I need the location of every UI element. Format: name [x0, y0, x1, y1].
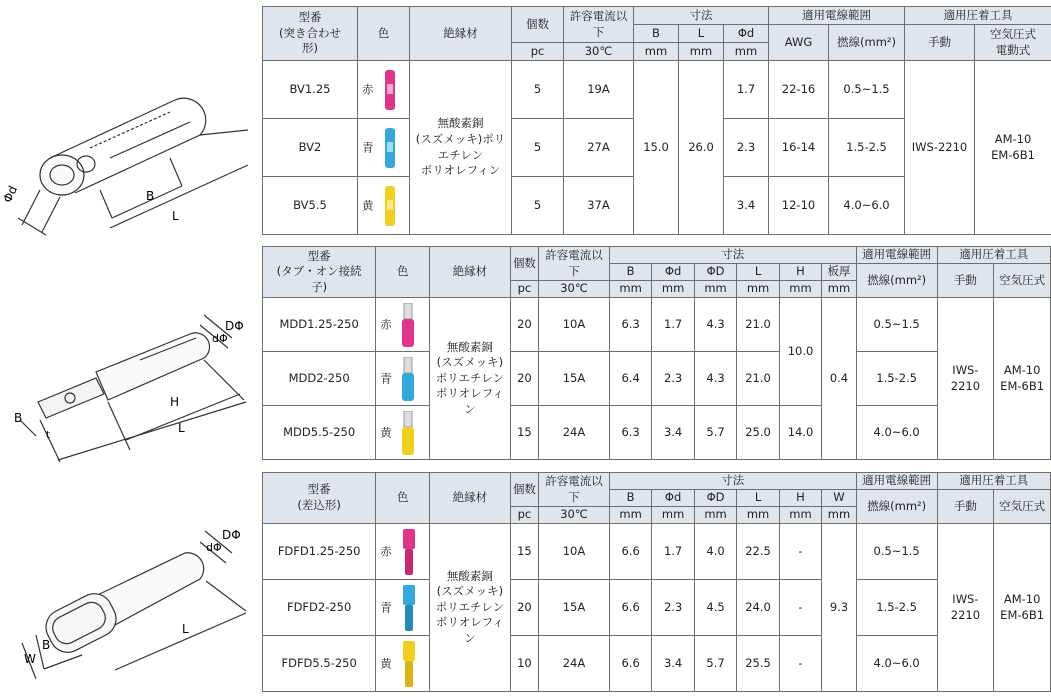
phid-cell: 3.4: [652, 406, 694, 460]
manual-header: 手動: [937, 490, 994, 524]
mm-unit: mm: [634, 43, 679, 61]
current-cell: 24A: [539, 406, 610, 460]
pneumatic-tool-cell: AM-10 EM-6B1: [994, 524, 1051, 692]
tab-on-diagram: [0, 290, 258, 490]
strand-cell: 1.5-2.5: [829, 119, 905, 177]
table-row: [263, 61, 1051, 119]
l-label-2: L: [178, 421, 185, 435]
strand-header: 撚線(mm²): [856, 264, 937, 298]
butt-splice-diagram: [0, 40, 258, 240]
model-cell: BV1.25: [263, 61, 358, 119]
table-row: [263, 636, 1051, 692]
strand-cell: 0.5~1.5: [829, 61, 905, 119]
l-label-3: L: [182, 622, 189, 636]
color-cell: [376, 352, 430, 406]
h-cell: -: [779, 636, 821, 692]
mm-unit: mm: [737, 507, 779, 524]
blue-terminal-icon: [402, 585, 416, 631]
wire-range-header: 適用電線範囲: [856, 247, 937, 264]
h-cell: 10.0: [779, 298, 821, 406]
blue-terminal-icon: [384, 128, 396, 168]
qty-cell: 15: [510, 406, 538, 460]
current-header: 許容電流以下: [539, 473, 610, 507]
mm-unit: mm: [694, 281, 736, 298]
model-cell: BV2: [263, 119, 358, 177]
table-row: [263, 406, 1051, 460]
h-label: H: [170, 395, 180, 409]
strand-cell: 4.0~6.0: [856, 406, 937, 460]
b-cell: 6.3: [609, 298, 651, 352]
manual-tool-cell: IWS- 2210: [937, 298, 994, 460]
tool-header: 適用圧着工具: [937, 247, 1050, 264]
temp-unit: 30℃: [539, 281, 610, 298]
red-terminal-icon: [402, 303, 414, 347]
yellow-terminal-icon: [402, 641, 416, 687]
model-header: 型番 (差込形): [263, 473, 376, 524]
strand-cell: 0.5~1.5: [856, 524, 937, 580]
mm-unit: mm: [679, 43, 724, 61]
pneumatic-tool-cell: AM-10 EM-6B1: [994, 298, 1051, 460]
strand-cell: 4.0~6.0: [829, 177, 905, 235]
b-cell: 6.3: [609, 406, 651, 460]
model-cell: FDFD2-250: [263, 580, 376, 636]
phiD-cell: 4.0: [694, 524, 736, 580]
butt-splice-spec-table: [262, 6, 1051, 235]
qty-cell: 15: [510, 524, 538, 580]
table-row: [263, 580, 1051, 636]
phid-cell: 1.7: [652, 524, 694, 580]
temp-unit: 30℃: [564, 43, 634, 61]
color-name: 青: [362, 140, 374, 154]
strand-cell: 0.5~1.5: [856, 298, 937, 352]
awg-cell: 22-16: [769, 61, 829, 119]
model-header: 型番 (タブ・オン接続 子): [263, 247, 376, 298]
qty-cell: 20: [510, 352, 538, 406]
wire-range-header: 適用電線範囲: [856, 473, 937, 490]
color-name: 赤: [380, 544, 392, 558]
h-cell: -: [779, 580, 821, 636]
color-cell: [376, 580, 430, 636]
dims-header: 寸法: [634, 7, 769, 25]
manual-header: 手動: [937, 264, 994, 298]
strand-cell: 1.5-2.5: [856, 580, 937, 636]
phid-header: Φd: [724, 25, 769, 43]
b-cell: 15.0: [634, 61, 679, 235]
strand-cell: 4.0~6.0: [856, 636, 937, 692]
l-cell: 25.0: [737, 406, 779, 460]
mm-unit: mm: [822, 507, 856, 524]
b-header: B: [609, 264, 651, 281]
color-header: 色: [376, 247, 430, 298]
dims-header: 寸法: [609, 473, 856, 490]
l-cell: 26.0: [679, 61, 724, 235]
qty-cell: 10: [510, 636, 538, 692]
phid-header: Φd: [652, 490, 694, 507]
color-cell: [376, 524, 430, 580]
l-header: L: [737, 490, 779, 507]
strand-header: 撚線(mm²): [829, 25, 905, 61]
yellow-terminal-icon: [402, 411, 414, 455]
mm-unit: mm: [652, 281, 694, 298]
tab-on-spec-table: [262, 246, 1051, 460]
current-header: 許容電流以下: [564, 7, 634, 43]
color-cell: [376, 298, 430, 352]
model-cell: MDD2-250: [263, 352, 376, 406]
mm-unit: mm: [779, 507, 821, 524]
pc-unit: pc: [512, 43, 564, 61]
w-label: W: [24, 652, 36, 666]
insulation-cell: 無酸素銅 (スズメッキ)ポリエチレン ポリオレフィン: [410, 61, 512, 235]
b-header: B: [609, 490, 651, 507]
color-cell: [376, 406, 430, 460]
pc-unit: pc: [510, 281, 538, 298]
phid-header: Φd: [652, 264, 694, 281]
phid-label-3: dΦ: [206, 541, 222, 554]
color-name: 赤: [362, 82, 374, 96]
phiD-header: ΦD: [694, 264, 736, 281]
phiD-cell: 4.5: [694, 580, 736, 636]
receptacle-spec-table: [262, 472, 1051, 692]
mm-unit: mm: [724, 43, 769, 61]
phid-cell: 2.3: [652, 580, 694, 636]
phiD-label: DΦ: [225, 319, 244, 333]
pneumatic-header: 空気圧式: [994, 490, 1051, 524]
color-name: 黄: [380, 425, 392, 439]
plate-cell: 0.4: [822, 298, 856, 460]
qty-cell: 5: [512, 177, 564, 235]
model-header: 型番 (突き合わせ 形): [263, 7, 358, 61]
red-terminal-icon: [384, 70, 396, 110]
phiD-label-3: DΦ: [222, 528, 241, 542]
mm-unit: mm: [609, 281, 651, 298]
pneumatic-tool-cell: AM-10 EM-6B1: [975, 61, 1051, 235]
color-name: 青: [380, 600, 392, 614]
model-cell: FDFD1.25-250: [263, 524, 376, 580]
wire-range-header: 適用電線範囲: [769, 7, 905, 25]
insulation-cell: 無酸素銅 (スズメッキ)ポリエチレン ポリオレフィン: [429, 298, 510, 460]
manual-tool-cell: IWS-2210: [905, 61, 975, 235]
insulation-header: 絶縁材: [429, 247, 510, 298]
manual-header: 手動: [905, 25, 975, 61]
insulation-header: 絶縁材: [429, 473, 510, 524]
b-label-3: B: [42, 638, 51, 652]
color-cell: [358, 177, 410, 235]
receptacle-diagram: [0, 505, 258, 695]
mm-unit: mm: [779, 281, 821, 298]
awg-header: AWG: [769, 25, 829, 61]
color-name: 黄: [380, 656, 392, 670]
color-header: 色: [376, 473, 430, 524]
table-row: [263, 298, 1051, 352]
phid-cell: 3.4: [652, 636, 694, 692]
qty-header: 個数: [510, 473, 538, 507]
current-cell: 19A: [564, 61, 634, 119]
awg-cell: 16-14: [769, 119, 829, 177]
qty-cell: 20: [510, 580, 538, 636]
phiD-header: ΦD: [694, 490, 736, 507]
l-cell: 21.0: [737, 298, 779, 352]
h-header: H: [779, 264, 821, 281]
current-cell: 27A: [564, 119, 634, 177]
l-cell: 25.5: [737, 636, 779, 692]
h-header: H: [779, 490, 821, 507]
w-header: W: [822, 490, 856, 507]
model-cell: MDD1.25-250: [263, 298, 376, 352]
strand-cell: 1.5-2.5: [856, 352, 937, 406]
qty-cell: 5: [512, 119, 564, 177]
qty-cell: 5: [512, 61, 564, 119]
phid-cell: 1.7: [652, 298, 694, 352]
qty-cell: 20: [510, 298, 538, 352]
phiD-cell: 4.3: [694, 352, 736, 406]
table-row: [263, 524, 1051, 580]
model-cell: MDD5.5-250: [263, 406, 376, 460]
w-cell: 9.3: [822, 524, 856, 692]
qty-header: 個数: [512, 7, 564, 43]
b-label-2: B: [14, 411, 23, 425]
b-header: B: [634, 25, 679, 43]
plate-header: 板厚: [822, 264, 856, 281]
yellow-terminal-icon: [384, 186, 396, 226]
color-cell: [376, 636, 430, 692]
phid-cell: 3.4: [724, 177, 769, 235]
current-cell: 15A: [539, 352, 610, 406]
model-cell: FDFD5.5-250: [263, 636, 376, 692]
h-cell: 14.0: [779, 406, 821, 460]
blue-terminal-icon: [402, 357, 414, 401]
current-cell: 10A: [539, 298, 610, 352]
b-cell: 6.6: [609, 636, 651, 692]
red-terminal-icon: [402, 529, 416, 575]
temp-unit: 30℃: [539, 507, 610, 524]
current-cell: 10A: [539, 524, 610, 580]
l-label: L: [172, 209, 179, 223]
current-cell: 24A: [539, 636, 610, 692]
b-cell: 6.6: [609, 580, 651, 636]
l-cell: 22.5: [737, 524, 779, 580]
phiD-cell: 5.7: [694, 636, 736, 692]
h-cell: -: [779, 524, 821, 580]
color-name: 青: [380, 371, 392, 385]
phiD-cell: 4.3: [694, 298, 736, 352]
color-cell: [358, 61, 410, 119]
mm-unit: mm: [694, 507, 736, 524]
insulation-header: 絶縁材: [410, 7, 512, 61]
color-name: 黄: [362, 198, 374, 212]
tool-header: 適用圧着工具: [905, 7, 1051, 25]
color-name: 赤: [380, 317, 392, 331]
color-header: 色: [358, 7, 410, 61]
phid-cell: 2.3: [724, 119, 769, 177]
b-cell: 6.6: [609, 524, 651, 580]
l-cell: 21.0: [737, 352, 779, 406]
pneumatic-header: 空気圧式 電動式: [975, 25, 1051, 61]
awg-cell: 12-10: [769, 177, 829, 235]
current-header: 許容電流以下: [539, 247, 610, 281]
mm-unit: mm: [609, 507, 651, 524]
b-cell: 6.4: [609, 352, 651, 406]
mm-unit: mm: [822, 281, 856, 298]
tool-header: 適用圧着工具: [937, 473, 1050, 490]
table-row: [263, 352, 1051, 406]
l-header: L: [679, 25, 724, 43]
dims-header: 寸法: [609, 247, 856, 264]
model-cell: BV5.5: [263, 177, 358, 235]
pneumatic-header: 空気圧式: [994, 264, 1051, 298]
phid-label-2: dΦ: [212, 332, 228, 345]
mm-unit: mm: [737, 281, 779, 298]
color-cell: [358, 119, 410, 177]
phid-cell: 1.7: [724, 61, 769, 119]
l-cell: 24.0: [737, 580, 779, 636]
l-header: L: [737, 264, 779, 281]
current-cell: 15A: [539, 580, 610, 636]
strand-header: 撚線(mm²): [856, 490, 937, 524]
t-label: t: [46, 430, 50, 441]
qty-header: 個数: [510, 247, 538, 281]
phiD-cell: 5.7: [694, 406, 736, 460]
phid-label: Φd: [0, 183, 21, 205]
b-label: B: [146, 189, 155, 203]
pc-unit: pc: [510, 507, 538, 524]
mm-unit: mm: [652, 507, 694, 524]
insulation-cell: 無酸素銅 (スズメッキ)ポリエチレン ポリオレフィン: [429, 524, 510, 692]
current-cell: 37A: [564, 177, 634, 235]
phid-cell: 2.3: [652, 352, 694, 406]
manual-tool-cell: IWS- 2210: [937, 524, 994, 692]
